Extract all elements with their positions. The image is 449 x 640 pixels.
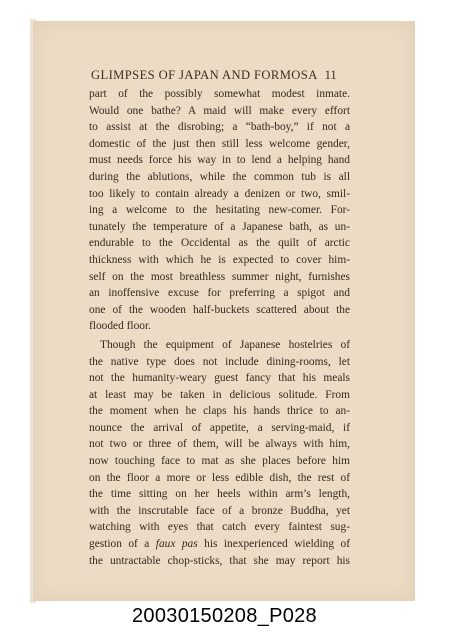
body-text bbox=[89, 86, 350, 569]
text-line: too likely to contain already a denizen or two, smil- bbox=[89, 187, 350, 200]
text-line: at least may be taken in delicious solitude. From bbox=[89, 388, 350, 401]
text-line: the native type does not include dining-rooms, let bbox=[89, 355, 350, 368]
text-line: Though the equipment of Japanese hostelries of bbox=[100, 338, 350, 351]
text-line: part of the possibly somewhat modest inmate. bbox=[89, 88, 350, 100]
text-line: endurable to the Occidental as the quilt of arctic bbox=[89, 237, 350, 250]
text-line: ing a welcome to the hesitating new-comer. For- bbox=[89, 204, 350, 217]
paragraph-2 bbox=[89, 337, 350, 569]
text-line: on the floor a more or less edible dish, the rest of bbox=[89, 471, 350, 484]
paragraph-1 bbox=[89, 86, 350, 335]
text-line: to assist at the disrobing; a “bath-boy,” if not a bbox=[89, 121, 350, 134]
text-line: not the humanity-weary guest fancy that his meals bbox=[89, 372, 350, 385]
text-line: with the inscrutable face of a bronze Buddha, yet bbox=[89, 504, 350, 517]
italic-phrase: faux pas bbox=[155, 538, 198, 551]
text-line: must needs force his way in to lend a helping hand bbox=[89, 154, 350, 167]
text-line: nounce the arrival of appetite, a serving-maid, if bbox=[89, 421, 350, 434]
text-line: an inoffensive excuse for preferring a spigot and bbox=[89, 287, 350, 300]
text-line: the untractable chop-sticks, that she may report his bbox=[89, 554, 350, 567]
text-line: domestic of the just then still less welcome gender, bbox=[89, 137, 350, 150]
text-line: self on the most breathless summer night, furnishes bbox=[89, 270, 350, 283]
text-line: now touching face to mat as she places before him bbox=[89, 455, 350, 468]
text-line: the time sitting on her heels within arm’s length, bbox=[89, 488, 350, 501]
text-line: thickness with which he is expected to cover him- bbox=[89, 253, 350, 266]
running-header bbox=[91, 68, 377, 83]
text-line: gestion of a faux pas his inexperienced wielding of bbox=[89, 538, 350, 551]
text-line: the moment when he claps his hands thrice to an- bbox=[89, 405, 350, 418]
page-number: 11 bbox=[324, 68, 337, 82]
text-line: during the ablutions, while the common tub is all bbox=[89, 170, 350, 183]
text-line: not two or three of them, will be always with him, bbox=[89, 438, 350, 451]
text-line: one of the wooden half-buckets scattered about the bbox=[89, 303, 350, 316]
image-id-caption: 20030150208_P028 bbox=[132, 605, 317, 627]
text-line: flooded floor. bbox=[89, 320, 152, 333]
text-line: Would one bathe? A maid will make every effort bbox=[89, 104, 350, 117]
running-title: GLIMPSES OF JAPAN AND FORMOSA bbox=[91, 68, 317, 82]
text-line: watching with eyes that catch every faintest sug- bbox=[89, 521, 350, 534]
text-line: tunately the temperature of a Japanese bath, as un- bbox=[89, 220, 350, 233]
